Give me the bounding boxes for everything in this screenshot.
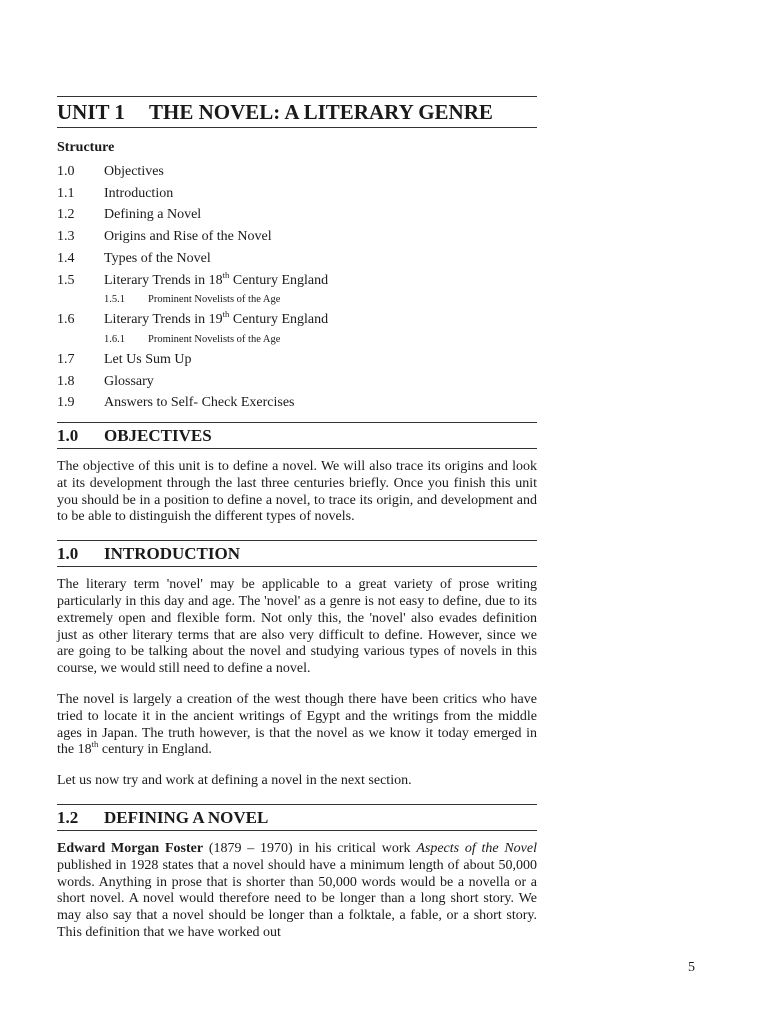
toc-item: 1.1 Introduction: [57, 185, 174, 201]
toc-subitem: 1.6.1 Prominent Novelists of the Age: [104, 333, 281, 345]
toc-item: 1.4 Types of the Novel: [57, 250, 211, 266]
introduction-paragraph-1: The literary term 'novel' may be applicable to a great variety of prose writing particularly in this day and age. The 'novel' as a genre is not easy to define, due to its extremely open and flexible form. Not only this, the 'novel' also evades definition just as other literary terms that are also very difficult to define. However, since we are going to be talking about the novel and studying various types of novels in this course, we would still need to define a novel.: [57, 577, 537, 677]
objectives-paragraph: The objective of this unit is to define a novel. We will also trace its origins and look at its development through the last three centuries briefly. Once you finish this unit you should be in a position to define a novel, to trace its origin, and development and to be able to distinguish the different types of novels.: [57, 459, 537, 525]
toc-item: 1.7 Let Us Sum Up: [57, 351, 192, 367]
unit-heading: [57, 96, 537, 128]
introduction-heading: 1.0 INTRODUCTION: [57, 540, 537, 567]
introduction-paragraph-3: Let us now try and work at defining a novel in the next section.: [57, 773, 412, 789]
toc-item: 1.5 Literary Trends in 18th Century England: [57, 269, 329, 288]
toc-item: 1.0 Objectives: [57, 164, 164, 179]
objectives-heading: 1.0 OBJECTIVES: [57, 422, 537, 449]
toc-item: 1.3 Origins and Rise of the Novel: [57, 229, 272, 245]
toc-item: 1.8 Glossary: [57, 373, 154, 389]
toc-item: 1.2 Defining a Novel: [57, 207, 202, 223]
defining-heading: 1.2 DEFINING A NOVEL: [57, 804, 537, 831]
unit-number: UNIT 1: [57, 99, 125, 124]
toc-subitem: 1.5.1 Prominent Novelists of the Age: [104, 294, 281, 306]
toc-item: 1.9 Answers to Self- Check Exercises: [57, 395, 295, 411]
page-number: 5: [688, 960, 695, 975]
structure-title: Structure: [57, 140, 115, 155]
introduction-paragraph-2: The novel is largely a creation of the west though there have been critics who have tried to locate it in the ancient writings of Egypt and the writings from the middle ages in Japan. The truth however, is that the novel as we know it today emerged in the 18th century in England.: [57, 692, 537, 758]
toc-item: 1.6 Literary Trends in 19th Century England: [57, 309, 329, 328]
defining-paragraph: Edward Morgan Foster (1879 – 1970) in his critical work Aspects of the Novel published in 1928 states that a novel should have a minimum length of about 50,000 words. Anything in prose that is shorter than 50,000 words would be a novella or a short novel. A novel would therefore need to be longer than a long short story. We may also say that a novel should be longer than a folktale, a fable, or a short story. This definition that we have worked out: [57, 840, 537, 940]
structure-list: [57, 161, 537, 414]
unit-title: THE NOVEL: A LITERARY GENRE: [149, 99, 493, 124]
document-page: [57, 96, 537, 942]
